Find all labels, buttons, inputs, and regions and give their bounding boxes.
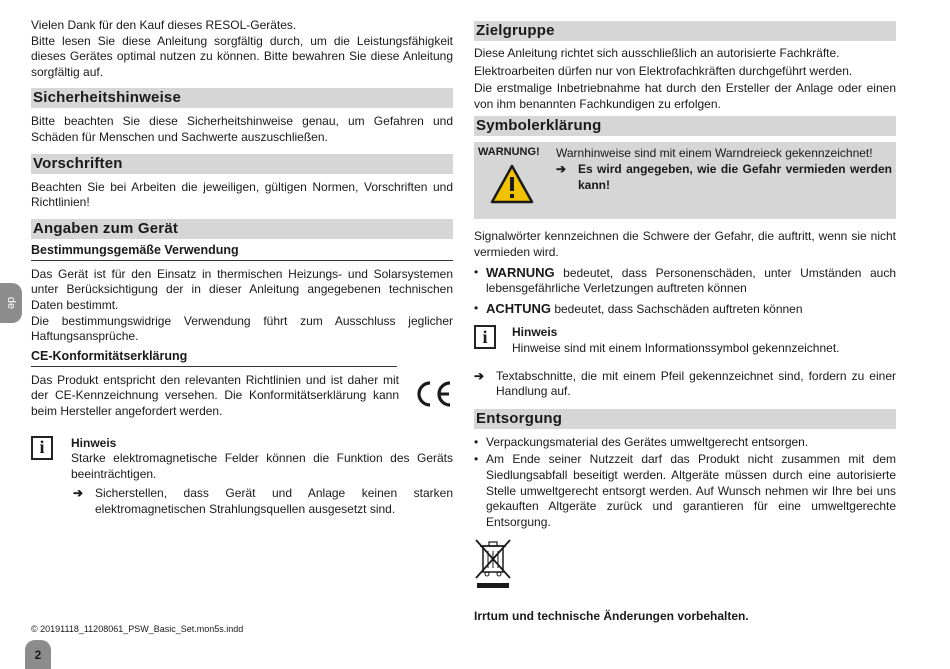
footer-filename: © 20191118_11208061_PSW_Basic_Set.mon5s.indd: [31, 624, 244, 634]
signal-description: bedeutet, dass Sachschäden auftreten können: [551, 301, 803, 316]
signal-description: bedeutet, dass Personenschäden, unter Umständen auch lebensgefährliche Verletzungen auftreten können: [486, 265, 896, 296]
note-arrow-text: Sicherstellen, dass Gerät und Anlage keinen starken elektromagnetischen Strahlungsquellen ausgesetzt sind.: [95, 486, 453, 516]
list-item: [474, 265, 896, 297]
list-item: • Verpackungsmaterial des Gerätes umweltgerecht entsorgen.: [474, 435, 896, 451]
note-block: [31, 436, 453, 518]
info-icon: i: [31, 436, 53, 460]
warning-box: [474, 142, 896, 219]
warning-arrow-text: Es wird angegeben, wie die Gefahr vermieden werden kann!: [578, 161, 892, 192]
warning-label: WARNUNG!: [478, 146, 540, 159]
list-item: • Am Ende seiner Nutzzeit darf das Produkt nicht zusammen mit dem Siedlungsabfall beseitigt werden. Altgeräte müssen durch eine autorisierte Stelle umweltgerecht entsorgt werden. Auf Wunsch nehmen wir Ihre bei uns gekauften Altgeräte zurück und garantieren für eine umweltgerechte Entsorgung.: [474, 452, 896, 530]
note-title: Hinweis: [71, 435, 117, 450]
disposal-heading: Entsorgung: [474, 409, 896, 429]
regulations-heading: Vorschriften: [31, 154, 453, 174]
page-number-label: 2: [34, 647, 42, 662]
safety-text: Bitte beachten Sie diese Sicherheitshinweise genau, um Gefahren und Schäden für Menschen und Sachwerte auszuschließen.: [31, 114, 453, 144]
crossed-out-bin-icon: [474, 538, 896, 595]
language-tab[interactable]: [0, 283, 22, 323]
intro-read: Bitte lesen Sie diese Anleitung sorgfältig durch, um die Leistungsfähigkeit dieses Gerätes optimal nutzen zu können. Bitte bewahren Sie diese Anleitung sorgfältig auf.: [31, 33, 453, 79]
safety-heading: Sicherheitshinweise: [31, 88, 453, 108]
info-icon: i: [474, 325, 496, 349]
device-heading: Angaben zum Gerät: [31, 219, 453, 239]
note-text: Starke elektromagnetische Felder können die Funktion des Geräts beeinträchtigen.: [71, 451, 453, 481]
signal-text: Signalwörter kennzeichnen die Schwere der Gefahr, die auftritt, wenn sie nicht vermieden wird.: [474, 229, 896, 259]
info-text: Hinweise sind mit einem Informationssymbol gekennzeichnet.: [512, 340, 840, 355]
ce-text: Das Produkt entspricht den relevanten Richtlinien und ist daher mit der CE-Kennzeichnung versehen. Die Konformitätserklärung kann beim Hersteller angefordert werden.: [31, 372, 399, 418]
info-title: Hinweis: [512, 325, 558, 340]
intro-thanks: Vielen Dank für den Kauf dieses RESOL-Gerätes.: [31, 18, 297, 32]
arrow-explanation: Textabschnitte, die mit einem Pfeil gekennzeichnet sind, fordern zu einer Handlung auf.: [496, 368, 896, 399]
target-line-3: Die erstmalige Inbetriebnahme hat durch den Ersteller der Anlage oder einen von ihm benannten Fachkundigen zu erfolgen.: [474, 81, 896, 111]
intended-use-text-1: Das Gerät ist für den Einsatz in thermischen Heizungs- und Solarsystemen unter Berücksichtigung der in dieser Anleitung angegebenen technischen Daten bestimmt.: [31, 266, 453, 312]
signal-word: WARNUNG: [486, 264, 555, 280]
left-column: [31, 18, 453, 517]
ce-heading: CE-Konformitätserklärung: [31, 349, 397, 367]
arrow-icon: ➔: [556, 161, 567, 176]
signal-word: ACHTUNG: [486, 300, 551, 316]
disclaimer: Irrtum und technische Änderungen vorbehalten.: [474, 609, 749, 624]
target-heading: Zielgruppe: [474, 21, 896, 41]
regulations-text: Beachten Sie bei Arbeiten die jeweiligen, gültigen Normen, Vorschriften und Richtlinien!: [31, 179, 453, 210]
ce-mark-icon: [413, 379, 453, 414]
info-block: [474, 325, 896, 356]
page-number: [25, 640, 51, 669]
right-column: [474, 21, 896, 625]
target-line-1: Diese Anleitung richtet sich ausschließlich an autorisierte Fachkräfte.: [474, 46, 840, 60]
warning-triangle-icon: [490, 164, 556, 209]
intended-use-text-2: Die bestimmungswidrige Verwendung führt zum Ausschluss jeglicher Haftungsansprüche.: [31, 313, 453, 344]
disposal-list: [474, 435, 896, 531]
symbols-heading: Symbolerklärung: [474, 116, 896, 136]
warning-text: Warnhinweise sind mit einem Warndreieck gekennzeichnet!: [556, 146, 873, 161]
intended-use-heading: Bestimmungsgemäße Verwendung: [31, 243, 453, 261]
list-item: [474, 301, 896, 318]
arrow-icon: ➔: [474, 368, 485, 383]
target-line-2: Elektroarbeiten dürfen nur von Elektrofachkräften durchgeführt werden.: [474, 63, 853, 78]
signal-word-list: [474, 265, 896, 318]
language-label: de: [5, 296, 17, 310]
arrow-icon: ➔: [73, 486, 84, 501]
